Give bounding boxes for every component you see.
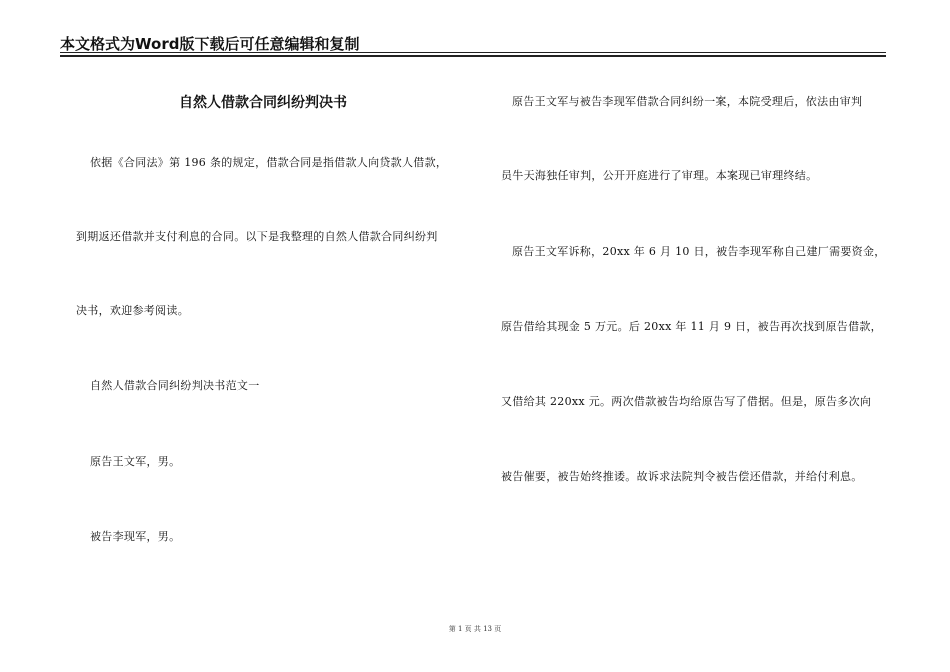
paragraph-line: 又借给其 220xx 元。两次借款被告均给原告写了借据。但是，原告多次向 bbox=[501, 395, 872, 408]
paragraph-line: 依据《合同法》第 196 条的规定，借款合同是指借款人向贷款人借款， bbox=[90, 156, 448, 169]
paragraph-line: 员牛天海独任审判，公开开庭进行了审理。本案现已审理终结。 bbox=[501, 169, 818, 182]
paragraph-line: 原告借给其现金 5 万元。后 20xx 年 11 月 9 日，被告再次找到原告借款， bbox=[501, 320, 882, 333]
party-plaintiff: 原告王文军，男。 bbox=[90, 455, 181, 468]
document-title: 自然人借款合同纠纷判决书 bbox=[179, 95, 347, 111]
party-defendant: 被告李现军，男。 bbox=[90, 530, 181, 543]
paragraph-line: 决书，欢迎参考阅读。 bbox=[76, 304, 189, 317]
section-heading: 自然人借款合同纠纷判决书范文一 bbox=[90, 379, 260, 392]
paragraph-line: 原告王文军与被告李现军借款合同纠纷一案，本院受理后，依法由审判 bbox=[512, 95, 863, 108]
header-divider bbox=[60, 52, 886, 53]
page-number: 第 1 页 共 13 页 bbox=[448, 625, 502, 633]
header-divider-thick bbox=[60, 55, 886, 57]
paragraph-line: 原告王文军诉称，20xx 年 6 月 10 日，被告李现军称自己建厂需要资金， bbox=[512, 245, 886, 258]
header-title: 本文格式为Word版下载后可任意编辑和复制 bbox=[60, 35, 360, 53]
paragraph-line: 到期返还借款并支付利息的合同。以下是我整理的自然人借款合同纠纷判 bbox=[76, 230, 438, 243]
paragraph-line: 被告催要，被告始终推诿。故诉求法院判令被告偿还借款，并给付利息。 bbox=[501, 470, 863, 483]
